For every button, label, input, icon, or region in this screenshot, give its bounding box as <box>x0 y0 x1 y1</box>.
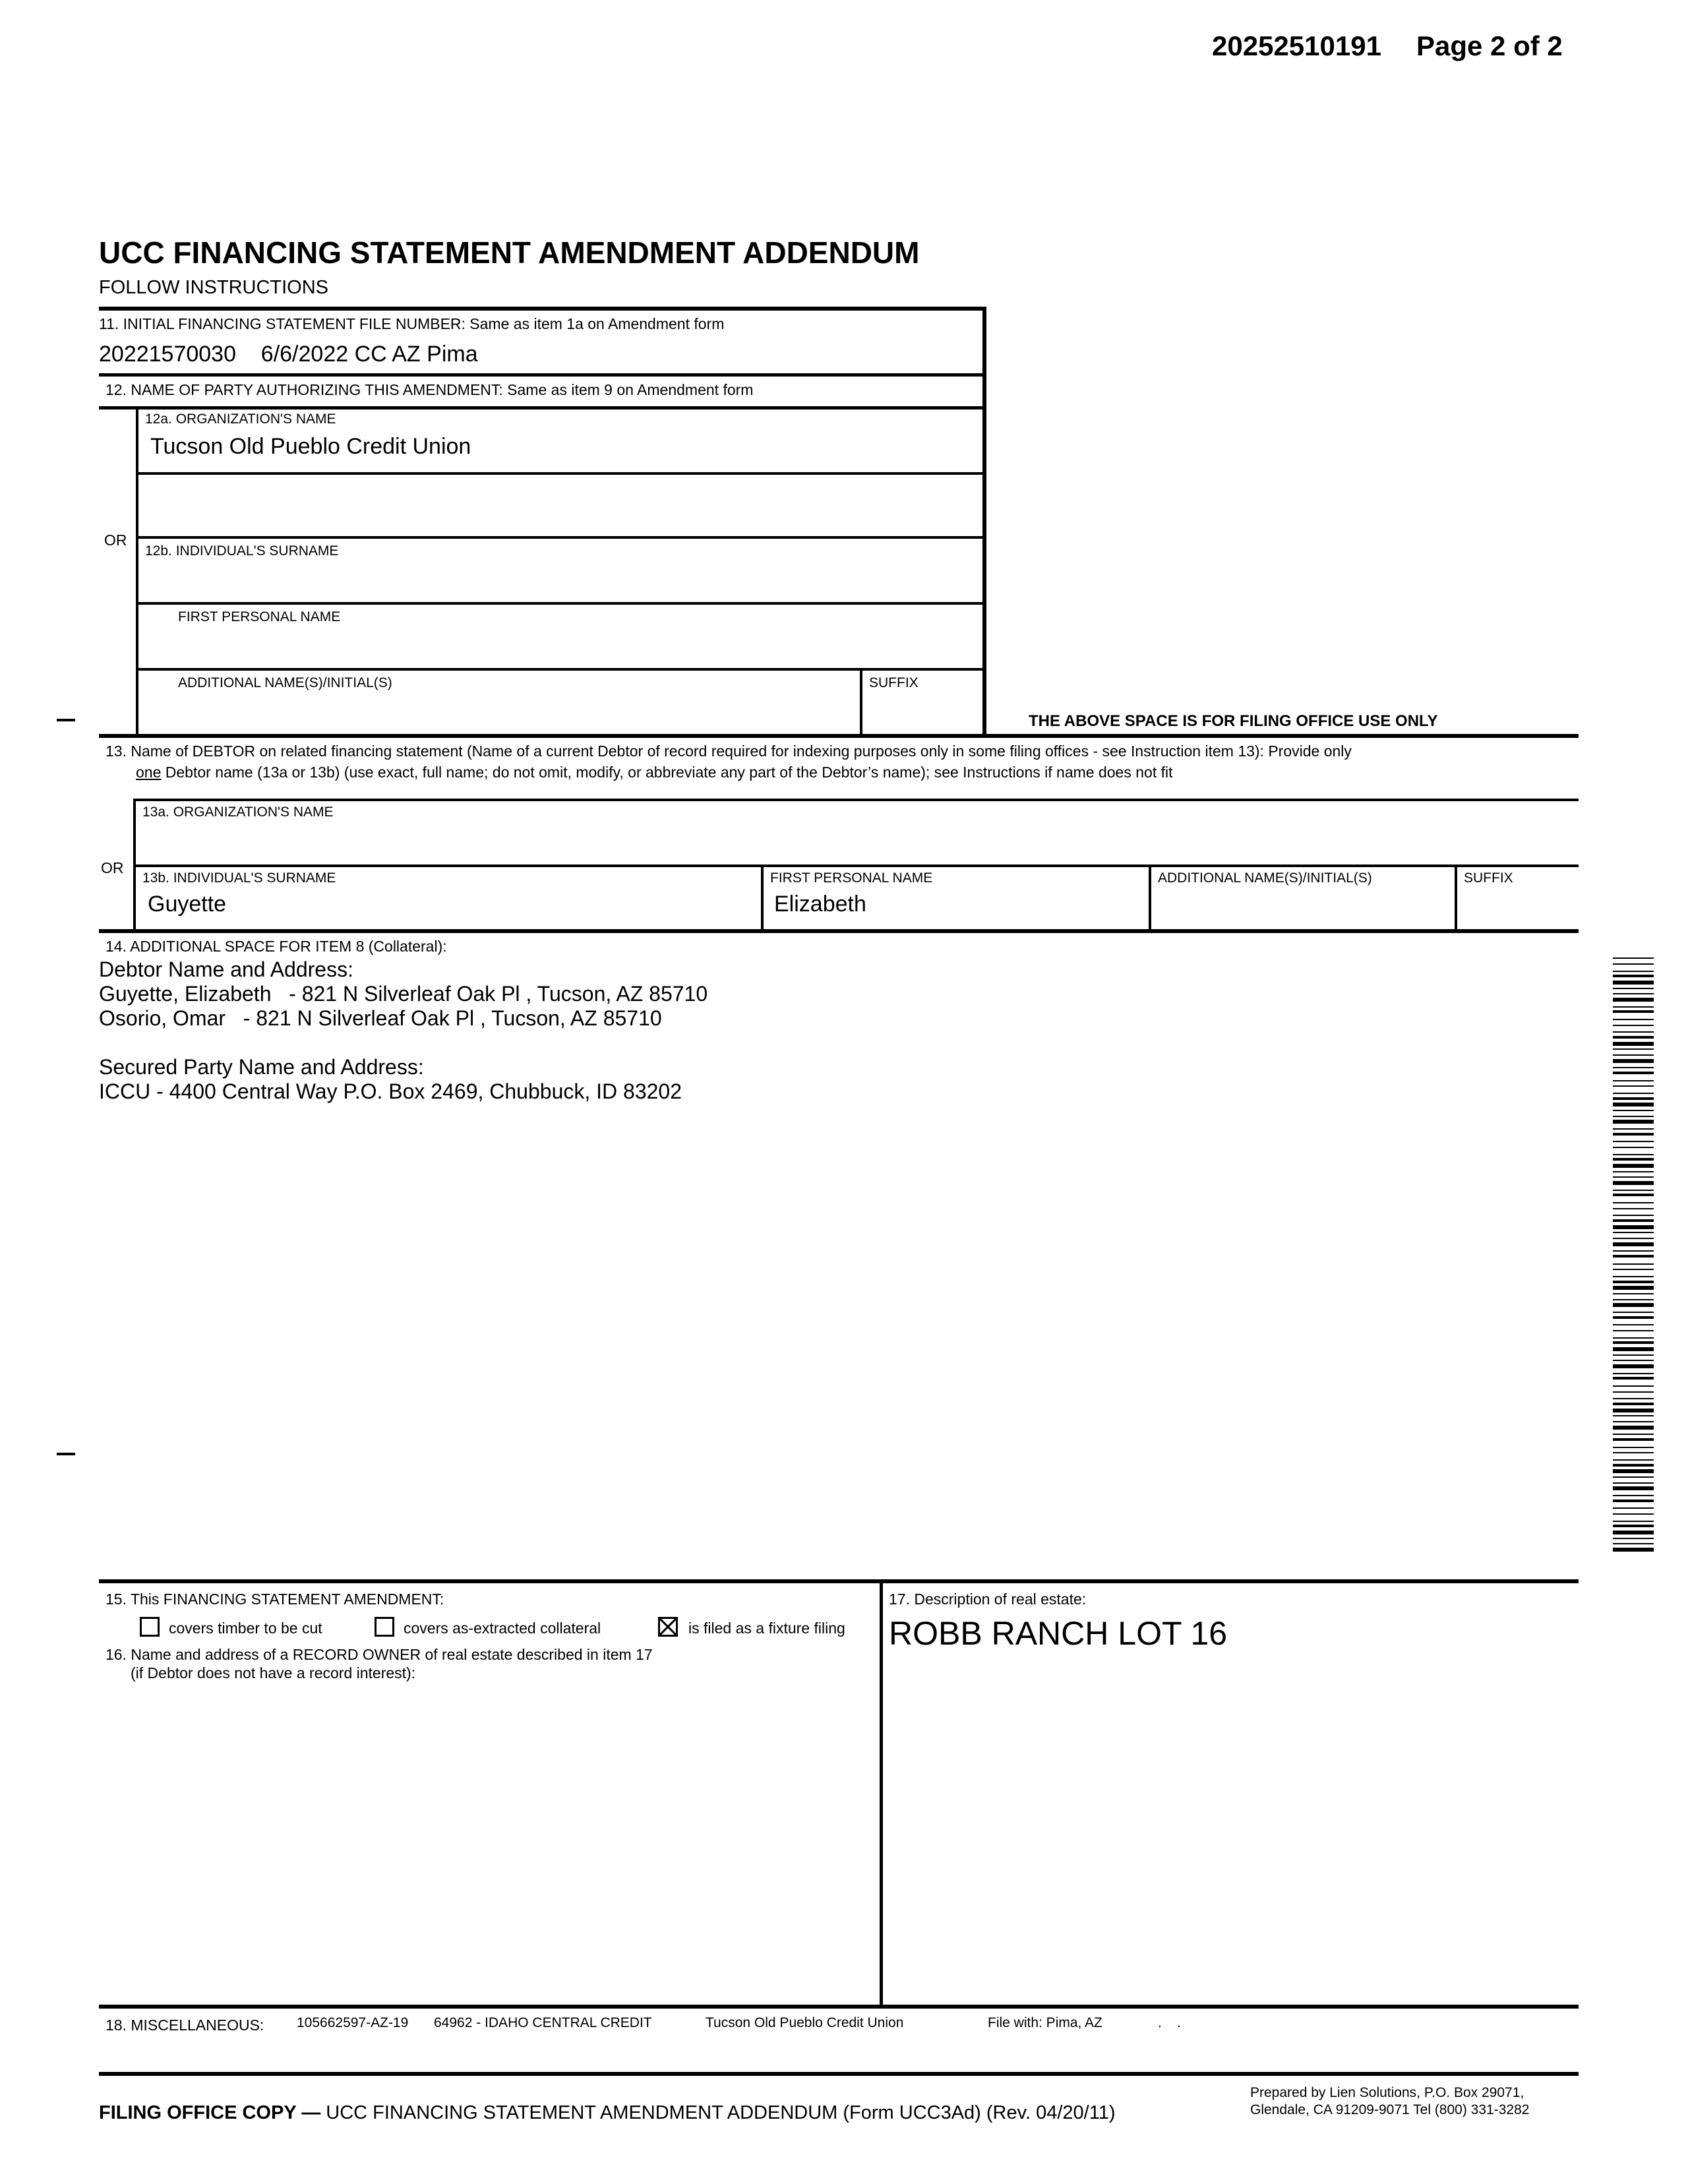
or-label: OR <box>101 859 124 876</box>
collateral-line: Secured Party Name and Address: <box>99 1055 424 1079</box>
barcode-bar <box>1613 1409 1654 1412</box>
barcode-bar <box>1613 1128 1654 1130</box>
item12a-label: 12a. ORGANIZATION'S NAME <box>145 411 336 427</box>
barcode-bar <box>1613 1538 1654 1539</box>
barcode-graphic <box>1613 957 1654 1556</box>
barcode-bar <box>1613 1364 1654 1368</box>
margin-tick <box>57 1453 75 1455</box>
timber-checkbox[interactable] <box>140 1617 160 1637</box>
box-border <box>136 406 138 735</box>
barcode-bar <box>1613 1141 1654 1142</box>
barcode-bar <box>1613 1459 1654 1461</box>
box-border <box>860 668 862 735</box>
fixture-filing-checkbox[interactable] <box>658 1617 678 1637</box>
barcode-bar <box>1613 971 1654 972</box>
rule <box>99 406 986 410</box>
collateral-line: Debtor Name and Address: <box>99 957 353 981</box>
item12-label: 12. NAME OF PARTY AUTHORIZING THIS AMENDMENT: Same as item 9 on Amendment form <box>106 381 754 398</box>
item11-value: 20221570030 6/6/2022 CC AZ Pima <box>99 342 478 367</box>
barcode-bar <box>1613 1072 1654 1074</box>
barcode-bar <box>1613 1158 1654 1161</box>
item18-label: 18. MISCELLANEOUS: <box>106 2017 264 2034</box>
barcode-bar <box>1613 1190 1654 1191</box>
barcode-bar <box>1613 1093 1654 1094</box>
barcode-bar <box>1613 1469 1654 1473</box>
item12-additional-name-label: ADDITIONAL NAME(S)/INITIAL(S) <box>178 675 392 690</box>
item12-suffix-label: SUFFIX <box>869 675 919 690</box>
item13-first-name-label: FIRST PERSONAL NAME <box>770 870 933 886</box>
barcode-bar <box>1613 1036 1654 1039</box>
footer-copy-text: UCC FINANCING STATEMENT AMENDMENT ADDENDUM (Form UCC3Ad) (Rev. 04/20/11) <box>326 2102 1116 2123</box>
item13-suffix-label: SUFFIX <box>1464 870 1513 886</box>
item14-collateral-text <box>99 957 708 1104</box>
barcode-bar <box>1613 1525 1654 1527</box>
barcode-bar <box>1613 1347 1654 1351</box>
barcode-bar <box>1613 1299 1654 1300</box>
barcode-bar <box>1613 1250 1654 1252</box>
barcode-bar <box>1613 1042 1654 1046</box>
checkbox-x-mark <box>660 1619 676 1635</box>
item14-label: 14. ADDITIONAL SPACE FOR ITEM 8 (Collateral): <box>106 938 447 955</box>
box-border <box>880 1579 883 2008</box>
barcode-bar <box>1613 1048 1654 1050</box>
form-title: UCC FINANCING STATEMENT AMENDMENT ADDENDUM <box>99 235 920 270</box>
item13-label-rest: Debtor name (13a or 13b) (use exact, full name; do not omit, modify, or abbreviate any part of the Debtor’s name); see Instructions if name does not fit <box>161 764 1173 781</box>
barcode-bar <box>1613 1486 1654 1490</box>
rule <box>99 307 986 311</box>
barcode-bar <box>1613 1434 1654 1435</box>
barcode-bar <box>1613 993 1654 994</box>
barcode-bar <box>1613 1500 1654 1502</box>
collateral-line: Osorio, Omar - 821 N Silverleaf Oak Pl , Tucson, AZ 85710 <box>99 1006 662 1030</box>
barcode-bar <box>1613 1010 1654 1013</box>
collateral-line <box>99 1031 708 1055</box>
barcode-bar <box>1613 1438 1654 1441</box>
collateral-line: Guyette, Elizabeth - 821 N Silverleaf Oak Pl , Tucson, AZ 85710 <box>99 982 708 1006</box>
barcode-bar <box>1613 1054 1654 1056</box>
barcode-bar <box>1613 1263 1654 1265</box>
barcode-bar <box>1613 1019 1654 1020</box>
barcode-bar <box>1613 1398 1654 1399</box>
barcode-bar <box>1613 1269 1654 1270</box>
barcode-bar <box>1613 1464 1654 1467</box>
barcode-bar <box>1613 1341 1654 1344</box>
barcode-bar <box>1613 1097 1654 1100</box>
barcode-bar <box>1613 1377 1654 1380</box>
barcode-bar <box>1613 1531 1654 1534</box>
document-number: 20252510191 <box>1212 30 1381 61</box>
box-border <box>1455 864 1457 932</box>
rule <box>133 799 1579 801</box>
barcode-bar <box>1613 1116 1654 1117</box>
barcode-bar <box>1613 1067 1654 1068</box>
barcode-bar <box>1613 1421 1654 1422</box>
filing-office-note: THE ABOVE SPACE IS FOR FILING OFFICE USE ONLY <box>1029 712 1438 730</box>
barcode-bar <box>1613 1476 1654 1478</box>
timber-option-label: covers timber to be cut <box>169 1620 322 1637</box>
misc-organization: Tucson Old Pueblo Credit Union <box>706 2015 904 2030</box>
barcode-bar <box>1613 1360 1654 1361</box>
item17-real-estate-description: ROBB RANCH LOT 16 <box>889 1615 1228 1652</box>
barcode-bar <box>1613 981 1654 985</box>
misc-reference: 105662597-AZ-19 <box>297 2015 409 2030</box>
barcode-bar <box>1613 975 1654 977</box>
barcode-bar <box>1613 1242 1654 1246</box>
item12b-label: 12b. INDIVIDUAL'S SURNAME <box>145 543 339 559</box>
item13-first-name: Elizabeth <box>774 892 866 917</box>
barcode-bar <box>1613 1276 1654 1277</box>
barcode-bar <box>1613 1513 1654 1515</box>
barcode-bar <box>1613 1202 1654 1203</box>
barcode-bar <box>1613 1120 1654 1124</box>
rule <box>136 536 986 539</box>
barcode-bar <box>1613 1208 1654 1209</box>
item13-label-line1: 13. Name of DEBTOR on related financing statement (Name of a current Debtor of record required for indexing purposes only in some filing offices - see Instruction item 13): Provide only <box>106 743 1352 760</box>
rule <box>136 472 986 475</box>
rule <box>99 929 1579 933</box>
barcode-bar <box>1613 957 1654 959</box>
box-border <box>761 864 764 932</box>
margin-tick <box>57 719 75 721</box>
item13-label-line2 <box>136 764 1173 781</box>
barcode-bar <box>1613 1385 1654 1387</box>
barcode-bar <box>1613 1147 1654 1148</box>
barcode-bar <box>1613 1281 1654 1283</box>
collateral-line: ICCU - 4400 Central Way P.O. Box 2469, Chubbuck, ID 83202 <box>99 1079 682 1103</box>
barcode-bar <box>1613 1171 1654 1172</box>
barcode-bar <box>1613 1154 1654 1155</box>
misc-dots: . . <box>1158 2015 1182 2030</box>
item16-label-line2: (if Debtor does not have a record interest): <box>131 1664 416 1682</box>
barcode-bar <box>1613 1521 1654 1522</box>
rule <box>99 2072 1579 2076</box>
item13-one-underline: one <box>136 764 162 781</box>
as-extracted-option-label: covers as-extracted collateral <box>404 1620 601 1637</box>
barcode-bar <box>1613 1031 1654 1033</box>
prepared-by-line1: Prepared by Lien Solutions, P.O. Box 29071, <box>1250 2085 1524 2100</box>
barcode-bar <box>1613 1337 1654 1339</box>
barcode-bar <box>1613 1006 1654 1008</box>
barcode-bar <box>1613 1495 1654 1496</box>
barcode-bar <box>1613 1324 1654 1325</box>
barcode-bar <box>1613 1447 1654 1448</box>
barcode-bar <box>1613 1215 1654 1216</box>
rule <box>133 864 1579 867</box>
item12-first-name-label: FIRST PERSONAL NAME <box>178 609 341 624</box>
barcode-bar <box>1613 1354 1654 1356</box>
barcode-bar <box>1613 1303 1654 1307</box>
barcode <box>1613 957 1654 1556</box>
barcode-bar <box>1613 1085 1654 1087</box>
barcode-bar <box>1613 1312 1654 1313</box>
barcode-bar <box>1613 1316 1654 1319</box>
barcode-bar <box>1613 1059 1654 1063</box>
barcode-bar <box>1613 1482 1654 1484</box>
barcode-bar <box>1613 1133 1654 1136</box>
misc-file-with: File with: Pima, AZ <box>988 2015 1102 2030</box>
barcode-bar <box>1613 1330 1654 1331</box>
barcode-bar <box>1613 1103 1654 1107</box>
item16-label-line1: 16. Name and address of a RECORD OWNER of real estate described in item 17 <box>106 1646 653 1663</box>
form-subtitle: FOLLOW INSTRUCTIONS <box>99 277 329 298</box>
barcode-bar <box>1613 1548 1654 1552</box>
item13-additional-name-label: ADDITIONAL NAME(S)/INITIAL(S) <box>1158 870 1372 886</box>
barcode-bar <box>1613 1452 1654 1453</box>
item13b-label: 13b. INDIVIDUAL'S SURNAME <box>142 870 336 886</box>
barcode-bar <box>1613 1232 1654 1233</box>
barcode-bar <box>1613 1181 1654 1185</box>
barcode-bar <box>1613 1025 1654 1026</box>
item11-label: 11. INITIAL FINANCING STATEMENT FILE NUMBER: Same as item 1a on Amendment form <box>99 315 725 332</box>
footer-copy-line <box>99 2102 1115 2124</box>
barcode-bar <box>1613 1293 1654 1294</box>
item12a-org-name: Tucson Old Pueblo Credit Union <box>150 434 471 459</box>
fixture-option-label: is filed as a fixture filing <box>688 1620 845 1637</box>
footer-copy-bold: FILING OFFICE COPY — <box>99 2102 326 2123</box>
barcode-bar <box>1613 1238 1654 1239</box>
barcode-bar <box>1613 1080 1654 1081</box>
barcode-bar <box>1613 1507 1654 1509</box>
barcode-bar <box>1613 1194 1654 1196</box>
barcode-bar <box>1613 1373 1654 1374</box>
box-border <box>1149 864 1151 932</box>
barcode-bar <box>1613 1176 1654 1178</box>
barcode-bar <box>1613 1164 1654 1168</box>
as-extracted-checkbox[interactable] <box>375 1617 394 1637</box>
misc-party: 64962 - IDAHO CENTRAL CREDIT <box>434 2015 652 2030</box>
rule <box>99 373 986 377</box>
or-label: OR <box>104 531 127 549</box>
barcode-bar <box>1613 988 1654 989</box>
barcode-bar <box>1613 963 1654 965</box>
barcode-bar <box>1613 1426 1654 1430</box>
barcode-bar <box>1613 1543 1654 1544</box>
barcode-bar <box>1613 1225 1654 1229</box>
barcode-bar <box>1613 1391 1654 1393</box>
barcode-bar <box>1613 1286 1654 1290</box>
prepared-by-line2: Glendale, CA 91209-9071 Tel (800) 331-3282 <box>1250 2102 1530 2117</box>
rule <box>99 734 1579 738</box>
barcode-bar <box>1613 1415 1654 1416</box>
rule <box>136 668 986 671</box>
barcode-bar <box>1613 1255 1654 1258</box>
rule <box>99 1579 1579 1583</box>
item13a-label: 13a. ORGANIZATION'S NAME <box>142 804 334 820</box>
barcode-bar <box>1613 998 1654 1002</box>
rule <box>136 602 986 605</box>
item13b-surname: Guyette <box>148 892 227 917</box>
item15-label: 15. This FINANCING STATEMENT AMENDMENT: <box>106 1591 444 1608</box>
rule <box>99 2005 1579 2009</box>
barcode-bar <box>1613 1403 1654 1405</box>
barcode-bar <box>1613 1110 1654 1111</box>
box-border <box>982 307 986 736</box>
item17-label: 17. Description of real estate: <box>889 1591 1087 1608</box>
barcode-bar <box>1613 1219 1654 1222</box>
page-number: Page 2 of 2 <box>1416 30 1563 61</box>
